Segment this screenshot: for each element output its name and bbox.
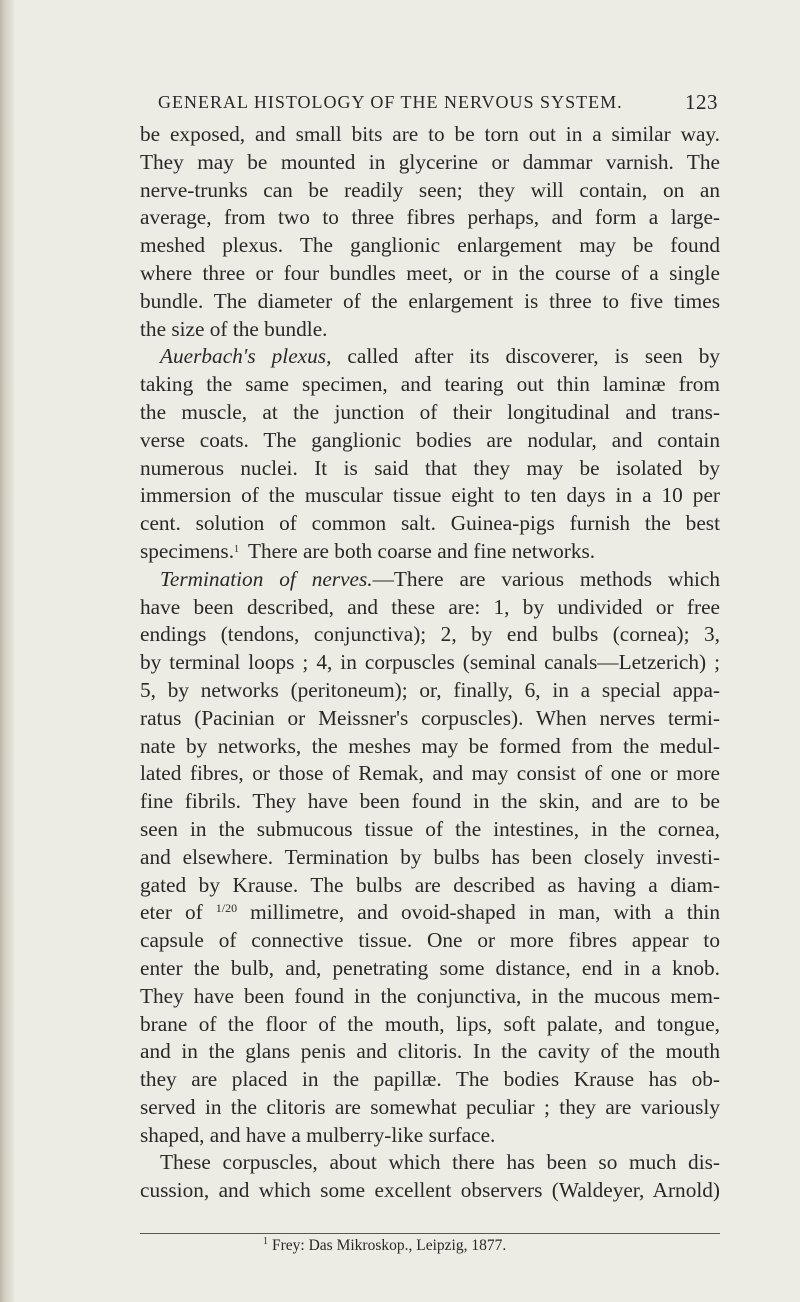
paragraph-start-line: These corpuscles, about which there has been so much dis- — [160, 1150, 720, 1175]
text-line: immersion of the muscular tissue eight to ten days in a 10 per — [140, 483, 720, 508]
text-line: numerous nuclei. It is said that they may be isolated by — [140, 455, 720, 480]
paragraph-start-line — [140, 343, 720, 371]
text-line: taking the same specimen, and tearing out thin laminæ from — [140, 372, 720, 397]
paragraph-end-line — [140, 538, 720, 566]
text-fragment: specimens. — [140, 538, 235, 563]
text-line: where three or four bundles meet, or in the course of a single — [140, 260, 720, 285]
text-line: brane of the floor of the mouth, lips, soft palate, and tongue, — [140, 1011, 720, 1036]
body-text — [140, 121, 720, 1205]
paragraph-end-line: shaped, and have a mulberry-like surface. — [140, 1122, 496, 1147]
text-fragment: There are both coarse and fine networks. — [248, 538, 596, 563]
running-head — [158, 92, 718, 118]
text-line: They have been found in the conjunctiva, in the mucous mem- — [140, 983, 720, 1008]
text-line: they are placed in the papillæ. The bodies Krause has ob- — [140, 1067, 720, 1092]
text-line: cussion, and which some excellent observers (Waldeyer, Arnold) — [140, 1178, 720, 1203]
text-fragment: called after its discoverer, is seen by — [347, 344, 720, 369]
text-fragment: —There are various methods which — [372, 566, 720, 591]
footnote — [263, 1237, 506, 1255]
text-line: and elsewhere. Termination by bulbs has been closely investi- — [140, 844, 720, 869]
text-line: enter the bulb, and, penetrating some distance, end in a knob. — [140, 955, 720, 980]
text-line: average, from two to three fibres perhaps, and form a large- — [140, 205, 720, 230]
text-line: served in the clitoris are somewhat peculiar ; they are variously — [140, 1094, 720, 1119]
text-line: be exposed, and small bits are to be torn out in a similar way. — [140, 122, 720, 146]
text-line: They may be mounted in glycerine or dammar varnish. The — [140, 149, 720, 174]
text-line: capsule of connective tissue. One or more fibres appear to — [140, 928, 720, 953]
footnote-reference: 1 — [234, 543, 240, 555]
fraction: 1/20 — [215, 901, 238, 916]
text-line: ratus (Pacinian or Meissner's corpuscles). When nerves termi- — [140, 705, 720, 730]
text-line: endings (tendons, conjunctiva); 2, by end bulbs (cornea); 3, — [140, 622, 720, 647]
page-number: 123 — [685, 90, 718, 114]
text-line: 5, by networks (peritoneum); or, finally, 6, in a special appa- — [140, 677, 720, 702]
footnote-mark: 1 — [263, 1236, 268, 1247]
text-line: lated fibres, or those of Remak, and may consist of one or more — [140, 761, 720, 786]
text-line: nerve-trunks can be readily seen; they will contain, on an — [140, 177, 720, 202]
text-line: by terminal loops ; 4, in corpuscles (seminal canals—Letzerich) ; — [140, 650, 720, 675]
text-fragment: eter of — [140, 900, 203, 925]
text-line: fine fibrils. They have been found in the skin, and are to be — [140, 789, 720, 814]
auerbach-term: Auerbach's plexus, — [160, 344, 332, 369]
text-line: cent. solution of common salt. Guinea-pigs furnish the best — [140, 511, 720, 536]
text-line: gated by Krause. The bulbs are described as having a diam- — [140, 872, 720, 897]
paragraph-start-line — [140, 566, 720, 594]
text-line: the size of the bundle. — [140, 316, 328, 341]
text-line: and in the glans penis and clitoris. In the cavity of the mouth — [140, 1039, 720, 1064]
text-line: nate by networks, the meshes may be formed from the medul- — [140, 733, 720, 758]
text-fragment: millimetre, and ovoid-shaped in man, with a thin — [250, 900, 720, 925]
text-line — [140, 899, 720, 927]
running-title: GENERAL HISTOLOGY OF THE NERVOUS SYSTEM. — [158, 92, 623, 112]
footnote-divider — [140, 1233, 720, 1234]
text-line: bundle. The diameter of the enlargement is three to five times — [140, 288, 720, 313]
termination-term: Termination of nerves. — [160, 566, 373, 591]
text-line: meshed plexus. The ganglionic enlargement may be found — [140, 233, 720, 258]
text-line: the muscle, at the junction of their longitudinal and trans- — [140, 399, 720, 424]
footnote-text: Frey: Das Mikroskop., Leipzig, 1877. — [272, 1237, 507, 1254]
text-line: seen in the submucous tissue of the intestines, in the cornea, — [140, 816, 720, 841]
text-line: verse coats. The ganglionic bodies are nodular, and contain — [140, 427, 720, 452]
text-line: have been described, and these are: 1, by undivided or free — [140, 594, 720, 619]
